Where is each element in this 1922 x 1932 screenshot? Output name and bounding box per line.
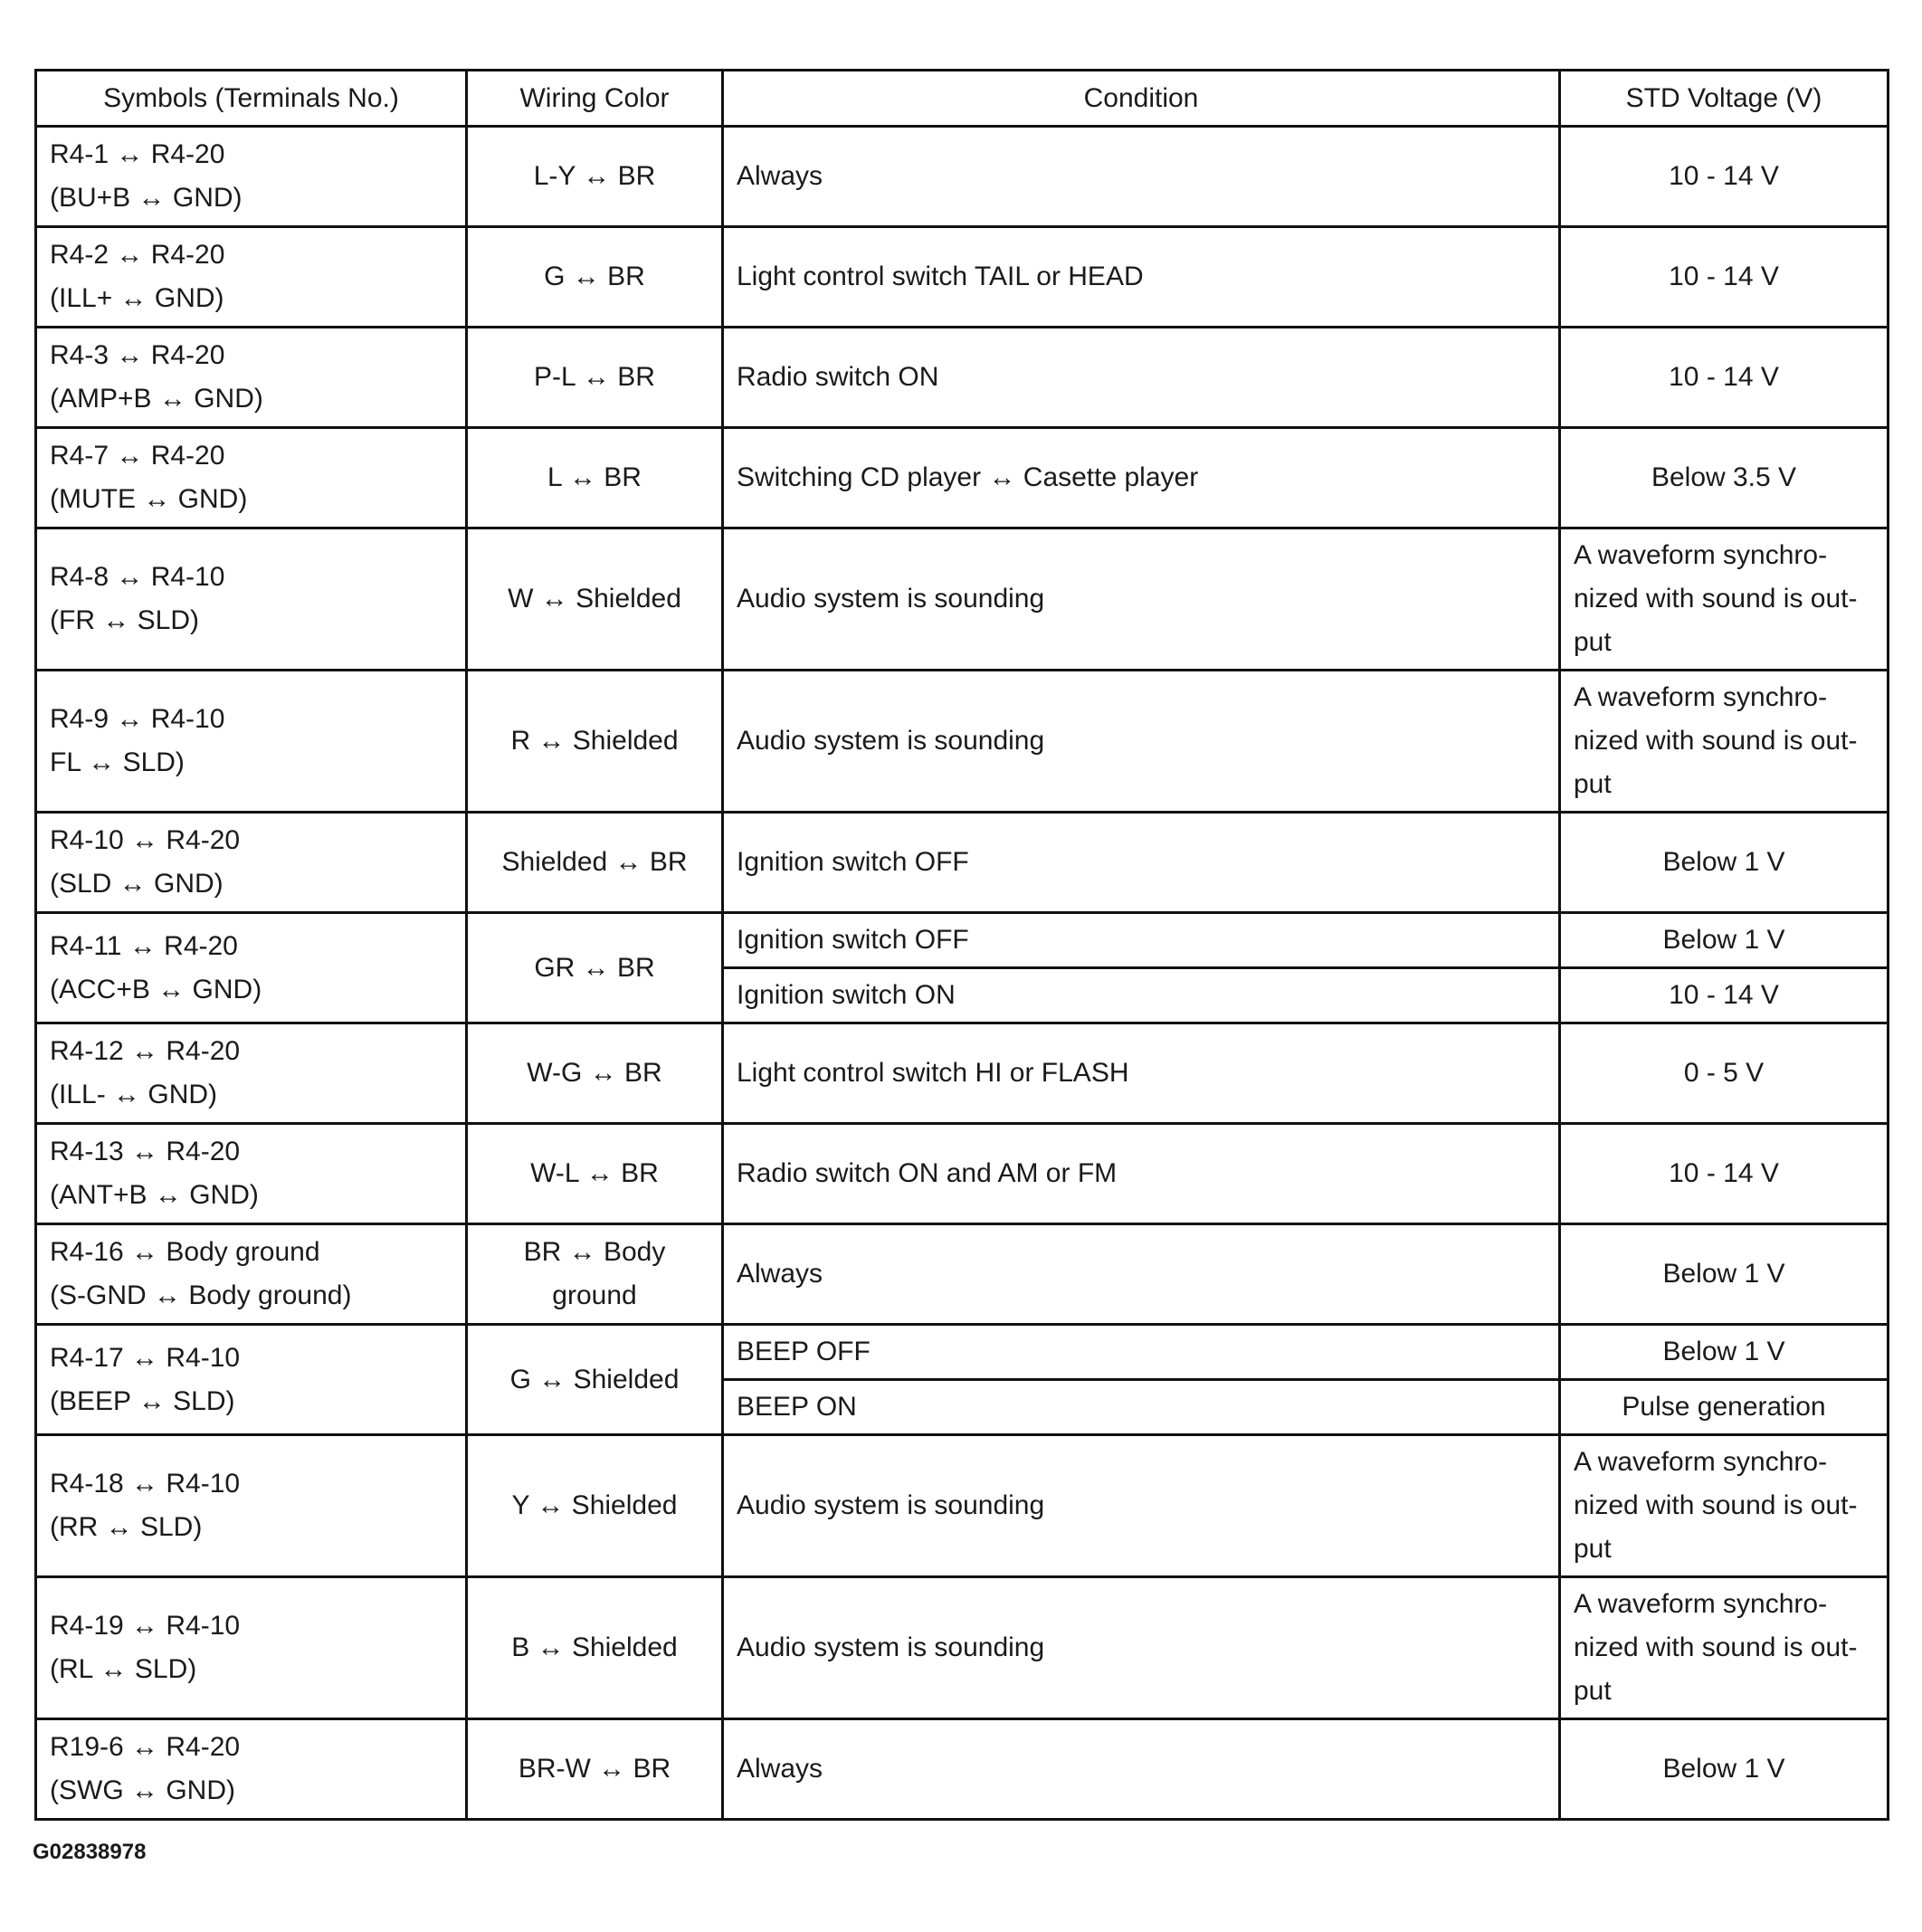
terminal-symbol-cell: R4-2 ↔ R4-20 (ILL+ ↔ GND): [36, 227, 467, 328]
condition-cell: Audio system is sounding: [723, 1577, 1560, 1719]
std-voltage-cell: 10 - 14 V: [1560, 328, 1889, 428]
wiring-color-cell: L ↔ BR: [467, 428, 723, 528]
table-row: [36, 328, 1889, 428]
std-voltage-cell: Below 1 V: [1560, 1224, 1889, 1325]
wiring-color-cell: P-L ↔ BR: [467, 328, 723, 428]
condition-cell: Audio system is sounding: [723, 671, 1560, 813]
figure-id: G02838978: [33, 1840, 147, 1864]
condition-cell: Ignition switch OFF: [723, 813, 1560, 913]
std-voltage-cell: 10 - 14 V: [1560, 227, 1889, 328]
table-row: [36, 1435, 1889, 1577]
terminal-symbol-cell: R4-9 ↔ R4-10 FL ↔ SLD): [36, 671, 467, 813]
wiring-color-cell: W ↔ Shielded: [467, 528, 723, 671]
table-row: [36, 813, 1889, 913]
condition-cell: Radio switch ON and AM or FM: [723, 1124, 1560, 1224]
std-voltage-cell: Below 1 V: [1560, 1719, 1889, 1820]
std-voltage-cell: Below 1 V: [1560, 913, 1889, 968]
wiring-color-cell: BR-W ↔ BR: [467, 1719, 723, 1820]
terminal-symbol-cell: R4-10 ↔ R4-20 (SLD ↔ GND): [36, 813, 467, 913]
std-voltage-cell: A waveform synchro- nized with sound is out- put: [1560, 671, 1889, 813]
std-voltage-cell: A waveform synchro- nized with sound is out- put: [1560, 1577, 1889, 1719]
condition-cell: Always: [723, 1224, 1560, 1325]
condition-cell: BEEP ON: [723, 1380, 1560, 1435]
condition-cell: Audio system is sounding: [723, 1435, 1560, 1577]
wiring-color-cell: G ↔ Shielded: [467, 1325, 723, 1435]
std-voltage-cell: A waveform synchro- nized with sound is out- put: [1560, 1435, 1889, 1577]
table-row: [36, 1577, 1889, 1719]
std-voltage-cell: 0 - 5 V: [1560, 1023, 1889, 1124]
terminal-symbol-cell: R4-19 ↔ R4-10 (RL ↔ SLD): [36, 1577, 467, 1719]
terminal-symbol-cell: R4-12 ↔ R4-20 (ILL- ↔ GND): [36, 1023, 467, 1124]
terminal-symbol-cell: R4-11 ↔ R4-20 (ACC+B ↔ GND): [36, 913, 467, 1023]
header-std-voltage: STD Voltage (V): [1560, 71, 1889, 127]
condition-cell: Light control switch TAIL or HEAD: [723, 227, 1560, 328]
header-wiring-color: Wiring Color: [467, 71, 723, 127]
wiring-color-cell: G ↔ BR: [467, 227, 723, 328]
terminal-symbol-cell: R19-6 ↔ R4-20 (SWG ↔ GND): [36, 1719, 467, 1820]
table-row: [36, 1325, 1889, 1380]
wiring-color-cell: Y ↔ Shielded: [467, 1435, 723, 1577]
std-voltage-cell: 10 - 14 V: [1560, 968, 1889, 1023]
condition-cell: Always: [723, 127, 1560, 227]
condition-cell: BEEP OFF: [723, 1325, 1560, 1380]
table-row: [36, 913, 1889, 968]
table-row: [36, 1124, 1889, 1224]
condition-cell: Switching CD player ↔ Casette player: [723, 428, 1560, 528]
wiring-color-cell: L-Y ↔ BR: [467, 127, 723, 227]
terminal-symbol-cell: R4-13 ↔ R4-20 (ANT+B ↔ GND): [36, 1124, 467, 1224]
wiring-color-cell: Shielded ↔ BR: [467, 813, 723, 913]
table-row: [36, 1224, 1889, 1325]
condition-cell: Ignition switch OFF: [723, 913, 1560, 968]
wiring-color-cell: W-L ↔ BR: [467, 1124, 723, 1224]
condition-cell: Radio switch ON: [723, 328, 1560, 428]
table-row: [36, 528, 1889, 671]
condition-cell: Light control switch HI or FLASH: [723, 1023, 1560, 1124]
wiring-color-cell: B ↔ Shielded: [467, 1577, 723, 1719]
terminal-symbol-cell: R4-7 ↔ R4-20 (MUTE ↔ GND): [36, 428, 467, 528]
std-voltage-cell: Below 3.5 V: [1560, 428, 1889, 528]
std-voltage-cell: 10 - 14 V: [1560, 127, 1889, 227]
header-symbols: Symbols (Terminals No.): [36, 71, 467, 127]
std-voltage-cell: Pulse generation: [1560, 1380, 1889, 1435]
wiring-color-cell: W-G ↔ BR: [467, 1023, 723, 1124]
std-voltage-cell: 10 - 14 V: [1560, 1124, 1889, 1224]
wiring-color-cell: GR ↔ BR: [467, 913, 723, 1023]
condition-cell: Audio system is sounding: [723, 528, 1560, 671]
table-row: [36, 227, 1889, 328]
table-row: [36, 671, 1889, 813]
terminal-symbol-cell: R4-18 ↔ R4-10 (RR ↔ SLD): [36, 1435, 467, 1577]
terminal-symbol-cell: R4-17 ↔ R4-10 (BEEP ↔ SLD): [36, 1325, 467, 1435]
terminal-voltage-table: [34, 69, 1889, 1821]
table-row: [36, 127, 1889, 227]
std-voltage-cell: Below 1 V: [1560, 813, 1889, 913]
condition-cell: Ignition switch ON: [723, 968, 1560, 1023]
wiring-color-cell: R ↔ Shielded: [467, 671, 723, 813]
terminal-symbol-cell: R4-1 ↔ R4-20 (BU+B ↔ GND): [36, 127, 467, 227]
table-row: [36, 428, 1889, 528]
std-voltage-cell: Below 1 V: [1560, 1325, 1889, 1380]
terminal-symbol-cell: R4-16 ↔ Body ground (S-GND ↔ Body ground): [36, 1224, 467, 1325]
wiring-color-cell: BR ↔ Body ground: [467, 1224, 723, 1325]
table-body: [36, 127, 1889, 1820]
condition-cell: Always: [723, 1719, 1560, 1820]
terminal-symbol-cell: R4-8 ↔ R4-10 (FR ↔ SLD): [36, 528, 467, 671]
std-voltage-cell: A waveform synchro- nized with sound is out- put: [1560, 528, 1889, 671]
table-header-row: [36, 71, 1889, 127]
terminal-symbol-cell: R4-3 ↔ R4-20 (AMP+B ↔ GND): [36, 328, 467, 428]
table-row: [36, 1719, 1889, 1820]
table-row: [36, 1023, 1889, 1124]
header-condition: Condition: [723, 71, 1560, 127]
